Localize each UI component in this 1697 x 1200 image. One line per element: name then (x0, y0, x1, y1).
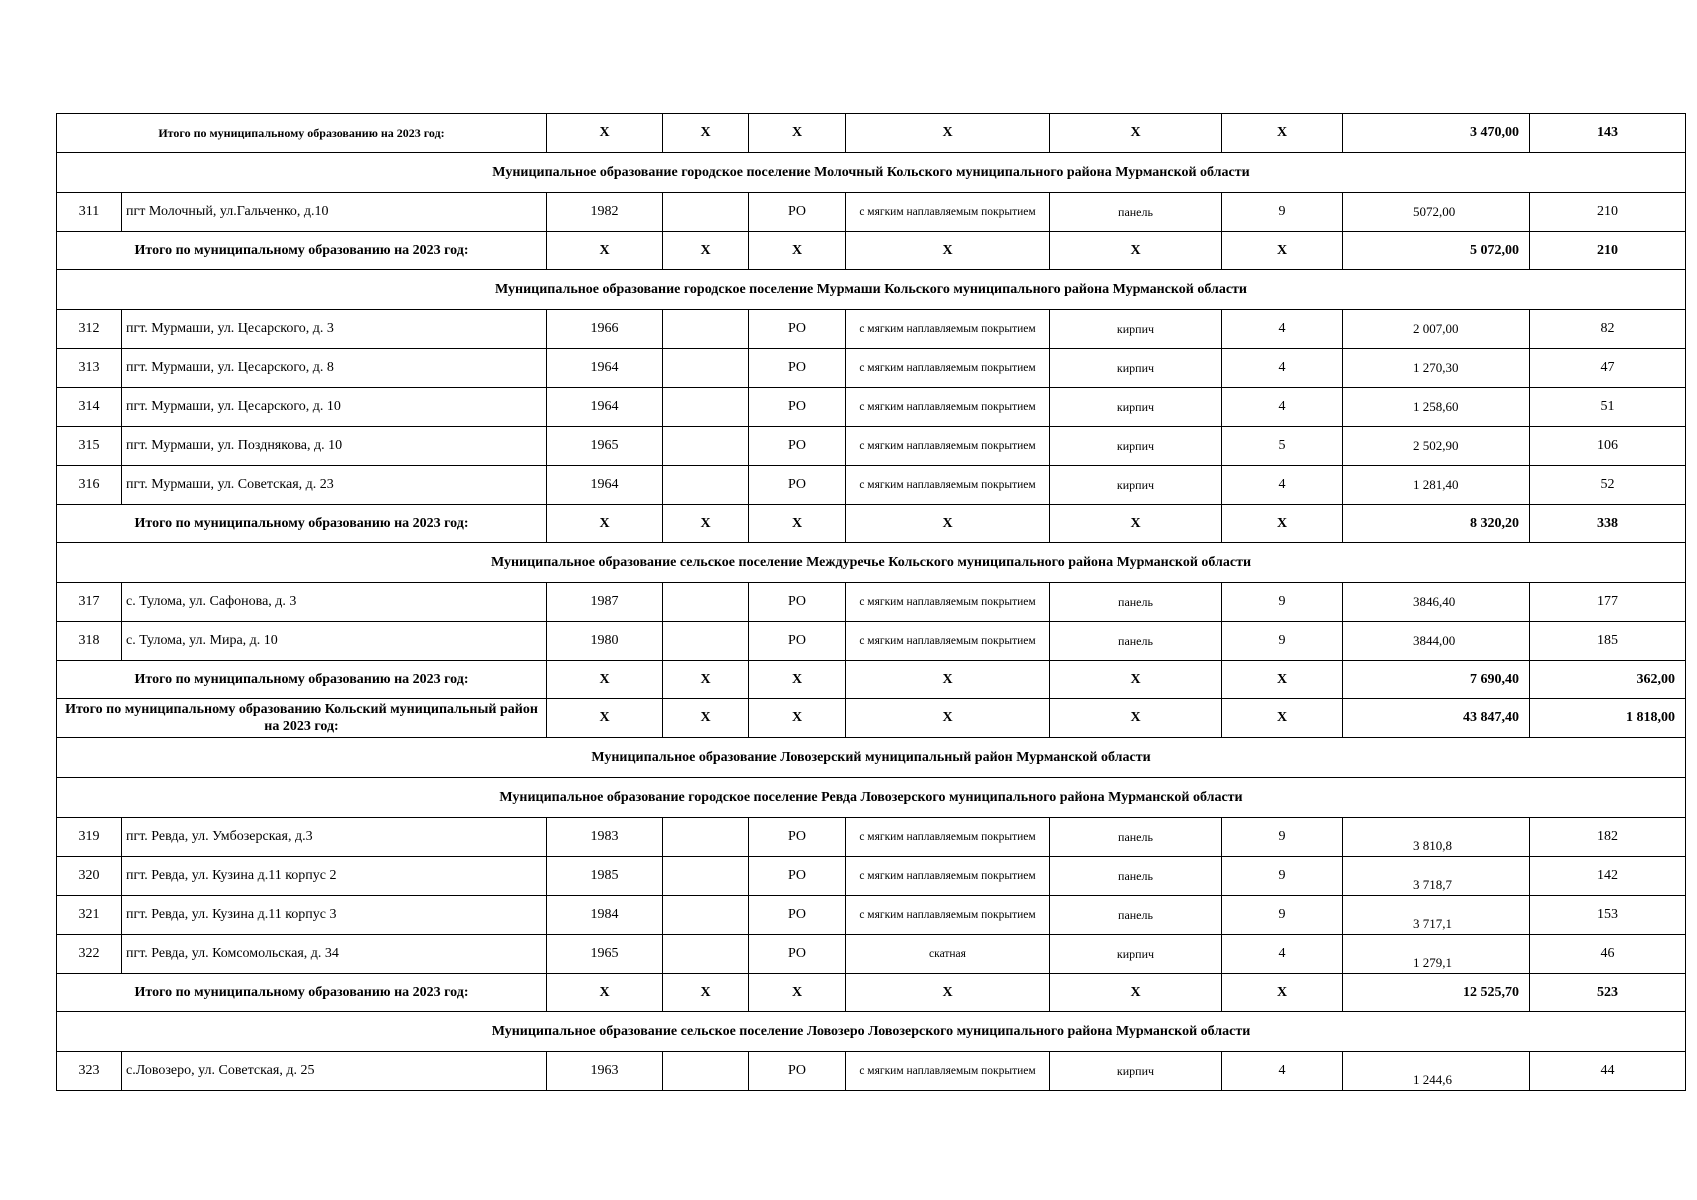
year-cell: X (547, 505, 663, 543)
col-cell (663, 857, 749, 896)
col-cell: X (663, 974, 749, 1012)
year-cell: X (547, 661, 663, 699)
floors-cell: 4 (1222, 310, 1343, 349)
col-cell: РО (749, 818, 846, 857)
col-cell: X (663, 661, 749, 699)
area-cell: 1 279,1 (1343, 935, 1530, 974)
roof-cell: с мягким наплавляемым покрытием (846, 310, 1050, 349)
col-cell: РО (749, 622, 846, 661)
section-title: Муниципальное образование сельское поселение Междуречье Кольского муниципального района Мурманской области (57, 543, 1686, 583)
area-cell: 3 810,8 (1343, 818, 1530, 857)
area-cell: 1 258,60 (1343, 388, 1530, 427)
area-total-cell: 43 847,40 (1343, 699, 1530, 738)
area-cell: 3846,40 (1343, 583, 1530, 622)
section-header-row (57, 738, 1686, 778)
people-cell: 185 (1530, 622, 1686, 661)
people-cell: 153 (1530, 896, 1686, 935)
col-cell: РО (749, 935, 846, 974)
material-cell: X (1050, 974, 1222, 1012)
area-cell: 3 717,1 (1343, 896, 1530, 935)
floors-cell: X (1222, 114, 1343, 153)
subtotal-label: Итого по муниципальному образованию на 2023 год: (57, 505, 547, 543)
table-row (57, 193, 1686, 232)
col-cell: X (749, 114, 846, 153)
section-title: Муниципальное образование Ловозерский муниципальный район Мурманской области (57, 738, 1686, 778)
section-header-row (57, 778, 1686, 818)
floors-cell: 4 (1222, 349, 1343, 388)
subtotal-row (57, 661, 1686, 699)
people-cell: 51 (1530, 388, 1686, 427)
floors-cell: X (1222, 505, 1343, 543)
housing-table (56, 113, 1686, 1091)
material-cell: X (1050, 232, 1222, 270)
col-cell (663, 388, 749, 427)
subtotal-row (57, 232, 1686, 270)
roof-cell: с мягким наплавляемым покрытием (846, 583, 1050, 622)
year-cell: 1963 (547, 1052, 663, 1091)
floors-cell: 9 (1222, 857, 1343, 896)
roof-cell: X (846, 232, 1050, 270)
address-cell: с.Ловозеро, ул. Советская, д. 25 (122, 1052, 547, 1091)
row-number-cell: 314 (57, 388, 122, 427)
people-cell: 47 (1530, 349, 1686, 388)
floors-cell: X (1222, 661, 1343, 699)
table-row (57, 349, 1686, 388)
material-cell: кирпич (1050, 427, 1222, 466)
address-cell: пгт. Мурмаши, ул. Цесарского, д. 10 (122, 388, 547, 427)
col-cell: X (663, 114, 749, 153)
floors-cell: 9 (1222, 193, 1343, 232)
section-title: Муниципальное образование городское поселение Молочный Кольского муниципального района Мурманской области (57, 153, 1686, 193)
people-total-cell: 1 818,00 (1530, 699, 1686, 738)
section-title: Муниципальное образование городское поселение Ревда Ловозерского муниципального района Мурманской области (57, 778, 1686, 818)
floors-cell: X (1222, 974, 1343, 1012)
table-row (57, 310, 1686, 349)
subtotal-label: Итого по муниципальному образованию Кольский муниципальный район на 2023 год: (57, 699, 547, 738)
material-cell: X (1050, 114, 1222, 153)
table-row (57, 583, 1686, 622)
year-cell: 1965 (547, 427, 663, 466)
col-cell (663, 310, 749, 349)
row-number-cell: 316 (57, 466, 122, 505)
material-cell: X (1050, 699, 1222, 738)
area-total-cell: 12 525,70 (1343, 974, 1530, 1012)
col-cell: РО (749, 193, 846, 232)
col-cell: X (749, 974, 846, 1012)
material-cell: кирпич (1050, 388, 1222, 427)
roof-cell: с мягким наплавляемым покрытием (846, 1052, 1050, 1091)
material-cell: панель (1050, 622, 1222, 661)
people-cell: 44 (1530, 1052, 1686, 1091)
col-cell: РО (749, 466, 846, 505)
year-cell: 1987 (547, 583, 663, 622)
roof-cell: с мягким наплавляемым покрытием (846, 388, 1050, 427)
area-cell: 5072,00 (1343, 193, 1530, 232)
area-total-cell: 7 690,40 (1343, 661, 1530, 699)
section-header-row (57, 543, 1686, 583)
year-cell: 1964 (547, 466, 663, 505)
table-row (57, 388, 1686, 427)
address-cell: пгт. Мурмаши, ул. Позднякова, д. 10 (122, 427, 547, 466)
table-row (57, 622, 1686, 661)
floors-cell: 9 (1222, 818, 1343, 857)
col-cell: X (663, 505, 749, 543)
col-cell: РО (749, 857, 846, 896)
row-number-cell: 320 (57, 857, 122, 896)
material-cell: кирпич (1050, 935, 1222, 974)
year-cell: 1984 (547, 896, 663, 935)
people-total-cell: 362,00 (1530, 661, 1686, 699)
roof-cell: X (846, 114, 1050, 153)
people-total-cell: 523 (1530, 974, 1686, 1012)
people-cell: 46 (1530, 935, 1686, 974)
people-total-cell: 210 (1530, 232, 1686, 270)
area-cell: 2 007,00 (1343, 310, 1530, 349)
people-cell: 177 (1530, 583, 1686, 622)
address-cell: пгт. Мурмаши, ул. Цесарского, д. 8 (122, 349, 547, 388)
roof-cell: с мягким наплавляемым покрытием (846, 193, 1050, 232)
floors-cell: 5 (1222, 427, 1343, 466)
material-cell: кирпич (1050, 349, 1222, 388)
floors-cell: X (1222, 699, 1343, 738)
floors-cell: 4 (1222, 935, 1343, 974)
floors-cell: 9 (1222, 583, 1343, 622)
col-cell: X (749, 505, 846, 543)
year-cell: X (547, 699, 663, 738)
row-number-cell: 318 (57, 622, 122, 661)
year-cell: 1964 (547, 388, 663, 427)
roof-cell: с мягким наплавляемым покрытием (846, 818, 1050, 857)
area-cell: 1 244,6 (1343, 1052, 1530, 1091)
row-number-cell: 323 (57, 1052, 122, 1091)
year-cell: 1965 (547, 935, 663, 974)
row-number-cell: 321 (57, 896, 122, 935)
table-row (57, 935, 1686, 974)
floors-cell: X (1222, 232, 1343, 270)
people-cell: 210 (1530, 193, 1686, 232)
year-cell: 1980 (547, 622, 663, 661)
material-cell: X (1050, 661, 1222, 699)
col-cell: РО (749, 349, 846, 388)
row-number-cell: 315 (57, 427, 122, 466)
col-cell: РО (749, 310, 846, 349)
col-cell: X (663, 699, 749, 738)
section-header-row (57, 1012, 1686, 1052)
table-row (57, 466, 1686, 505)
people-cell: 106 (1530, 427, 1686, 466)
people-total-cell: 143 (1530, 114, 1686, 153)
address-cell: с. Тулома, ул. Сафонова, д. 3 (122, 583, 547, 622)
roof-cell: X (846, 699, 1050, 738)
col-cell: X (663, 232, 749, 270)
material-cell: кирпич (1050, 466, 1222, 505)
col-cell: X (749, 699, 846, 738)
material-cell: панель (1050, 896, 1222, 935)
table-row (57, 1052, 1686, 1091)
roof-cell: X (846, 974, 1050, 1012)
col-cell: РО (749, 388, 846, 427)
section-title: Муниципальное образование сельское поселение Ловозеро Ловозерского муниципального района Мурманской области (57, 1012, 1686, 1052)
table-row (57, 896, 1686, 935)
address-cell: пгт. Мурмаши, ул. Цесарского, д. 3 (122, 310, 547, 349)
people-cell: 52 (1530, 466, 1686, 505)
col-cell: РО (749, 583, 846, 622)
subtotal-row (57, 974, 1686, 1012)
section-title: Муниципальное образование городское поселение Мурмаши Кольского муниципального района Мурманской области (57, 270, 1686, 310)
col-cell: РО (749, 427, 846, 466)
table-row (57, 818, 1686, 857)
roof-cell: X (846, 661, 1050, 699)
col-cell (663, 622, 749, 661)
floors-cell: 4 (1222, 1052, 1343, 1091)
row-number-cell: 319 (57, 818, 122, 857)
year-cell: X (547, 232, 663, 270)
row-number-cell: 317 (57, 583, 122, 622)
col-cell (663, 1052, 749, 1091)
material-cell: X (1050, 505, 1222, 543)
year-cell: 1964 (547, 349, 663, 388)
people-cell: 82 (1530, 310, 1686, 349)
address-cell: пгт. Ревда, ул. Кузина д.11 корпус 3 (122, 896, 547, 935)
subtotal-label: Итого по муниципальному образованию на 2023 год: (57, 974, 547, 1012)
col-cell: X (749, 232, 846, 270)
section-header-row (57, 270, 1686, 310)
subtotal-row (57, 505, 1686, 543)
address-cell: пгт. Мурмаши, ул. Советская, д. 23 (122, 466, 547, 505)
area-cell: 2 502,90 (1343, 427, 1530, 466)
area-cell: 3844,00 (1343, 622, 1530, 661)
table-row (57, 857, 1686, 896)
col-cell: РО (749, 896, 846, 935)
col-cell (663, 935, 749, 974)
people-total-cell: 338 (1530, 505, 1686, 543)
col-cell (663, 583, 749, 622)
col-cell (663, 427, 749, 466)
floors-cell: 4 (1222, 466, 1343, 505)
address-cell: с. Тулома, ул. Мира, д. 10 (122, 622, 547, 661)
year-cell: 1983 (547, 818, 663, 857)
year-cell: X (547, 114, 663, 153)
people-cell: 182 (1530, 818, 1686, 857)
col-cell (663, 896, 749, 935)
area-total-cell: 8 320,20 (1343, 505, 1530, 543)
material-cell: кирпич (1050, 1052, 1222, 1091)
table-body (57, 114, 1686, 1091)
address-cell: пгт Молочный, ул.Гальченко, д.10 (122, 193, 547, 232)
area-cell: 1 281,40 (1343, 466, 1530, 505)
row-number-cell: 322 (57, 935, 122, 974)
roof-cell: с мягким наплавляемым покрытием (846, 622, 1050, 661)
row-number-cell: 312 (57, 310, 122, 349)
address-cell: пгт. Ревда, ул. Умбозерская, д.3 (122, 818, 547, 857)
col-cell: X (749, 661, 846, 699)
roof-cell: скатная (846, 935, 1050, 974)
area-cell: 1 270,30 (1343, 349, 1530, 388)
subtotal-label: Итого по муниципальному образованию на 2023 год: (57, 661, 547, 699)
year-cell: 1985 (547, 857, 663, 896)
roof-cell: с мягким наплавляемым покрытием (846, 427, 1050, 466)
material-cell: панель (1050, 857, 1222, 896)
table-row (57, 427, 1686, 466)
col-cell (663, 349, 749, 388)
material-cell: панель (1050, 818, 1222, 857)
roof-cell: X (846, 505, 1050, 543)
area-cell: 3 718,7 (1343, 857, 1530, 896)
col-cell: РО (749, 1052, 846, 1091)
roof-cell: с мягким наплавляемым покрытием (846, 349, 1050, 388)
year-cell: 1966 (547, 310, 663, 349)
floors-cell: 9 (1222, 622, 1343, 661)
material-cell: кирпич (1050, 310, 1222, 349)
row-number-cell: 313 (57, 349, 122, 388)
document-sheet (56, 113, 1686, 1091)
subtotal-row (57, 114, 1686, 153)
roof-cell: с мягким наплавляемым покрытием (846, 857, 1050, 896)
address-cell: пгт. Ревда, ул. Кузина д.11 корпус 2 (122, 857, 547, 896)
roof-cell: с мягким наплавляемым покрытием (846, 896, 1050, 935)
year-cell: 1982 (547, 193, 663, 232)
floors-cell: 4 (1222, 388, 1343, 427)
subtotal-row (57, 699, 1686, 738)
col-cell (663, 818, 749, 857)
floors-cell: 9 (1222, 896, 1343, 935)
people-cell: 142 (1530, 857, 1686, 896)
area-total-cell: 5 072,00 (1343, 232, 1530, 270)
subtotal-label: Итого по муниципальному образованию на 2023 год: (57, 232, 547, 270)
col-cell (663, 193, 749, 232)
address-cell: пгт. Ревда, ул. Комсомольская, д. 34 (122, 935, 547, 974)
subtotal-label: Итого по муниципальному образованию на 2023 год: (57, 114, 547, 153)
year-cell: X (547, 974, 663, 1012)
roof-cell: с мягким наплавляемым покрытием (846, 466, 1050, 505)
row-number-cell: 311 (57, 193, 122, 232)
area-total-cell: 3 470,00 (1343, 114, 1530, 153)
col-cell (663, 466, 749, 505)
material-cell: панель (1050, 583, 1222, 622)
section-header-row (57, 153, 1686, 193)
material-cell: панель (1050, 193, 1222, 232)
